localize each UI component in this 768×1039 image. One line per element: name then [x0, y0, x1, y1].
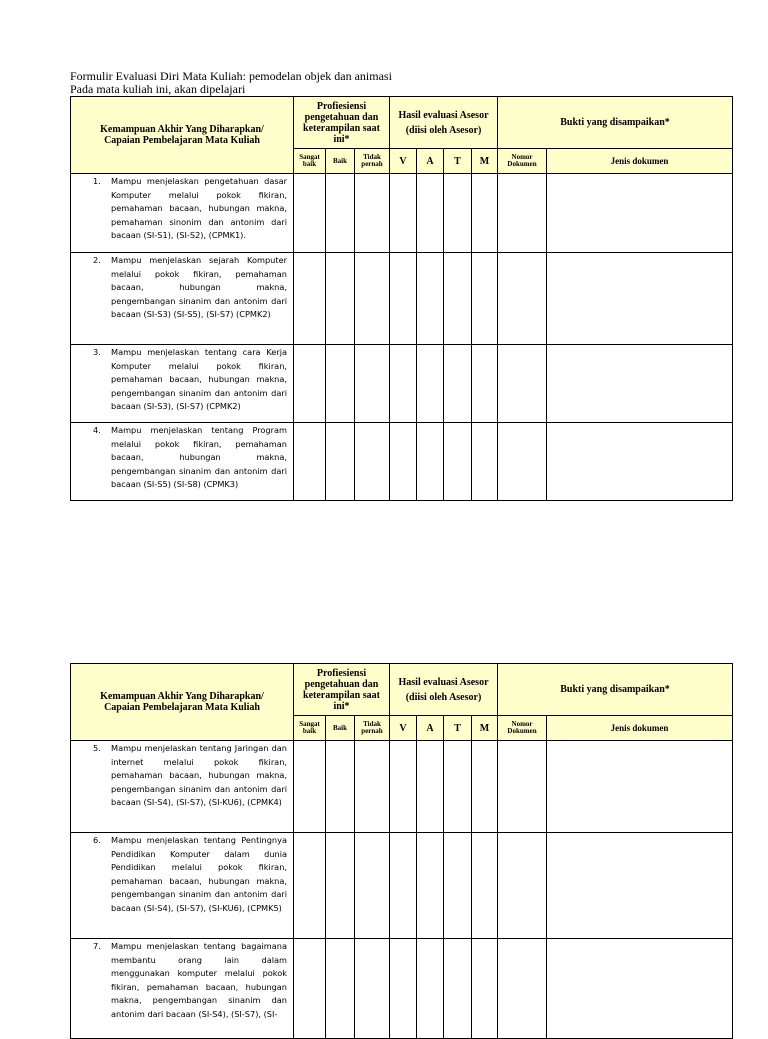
- cell-v[interactable]: [390, 345, 417, 423]
- cell-nomor-dokumen[interactable]: [498, 833, 547, 939]
- check-tidak-pernah[interactable]: [355, 253, 390, 345]
- cell-jenis-dokumen[interactable]: [547, 174, 733, 253]
- check-tidak-pernah[interactable]: [355, 423, 390, 501]
- cell-v[interactable]: [390, 174, 417, 253]
- header-profisiensi: Profiesiensi pengetahuan dan keterampilan saat ini*: [294, 97, 390, 149]
- check-tidak-pernah[interactable]: [355, 833, 390, 939]
- cell-t[interactable]: [444, 423, 472, 501]
- header-a: A: [417, 716, 444, 741]
- header-tidak-pernah: Tidak pernah: [355, 149, 390, 174]
- cell-nomor-dokumen[interactable]: [498, 345, 547, 423]
- cell-a[interactable]: [417, 345, 444, 423]
- header-kemampuan: Kemampuan Akhir Yang Diharapkan/ Capaian Pembelajaran Mata Kuliah: [71, 97, 294, 174]
- item-text: 4. Mampu menjelaskan tentang Program melalui pokok fikiran, pemahaman bacaan, hubungan makna, pengembangan sinanim dan antonim dari bacaan (SI-S5) (SI-S8) (CPMK3): [71, 423, 294, 501]
- cell-m[interactable]: [472, 345, 498, 423]
- cell-a[interactable]: [417, 833, 444, 939]
- item-text: 2. Mampu menjelaskan sejarah Komputer melalui pokok fikiran, pemahaman bacaan, hubungan makna, pengembangan sinanim dan antonim dari bacaan (SI-S3) (SI-S5), (SI-S7) (CPMK2): [71, 253, 294, 345]
- header-v: V: [390, 716, 417, 741]
- header-t: T: [444, 149, 472, 174]
- form-title: Formulir Evaluasi Diri Mata Kuliah: pemodelan objek dan animasi: [70, 69, 392, 83]
- cell-m[interactable]: [472, 174, 498, 253]
- check-baik[interactable]: [326, 833, 355, 939]
- item-text: 7. Mampu menjelaskan tentang bagaimana membantu orang lain dalam menggunakan komputer melalui pokok fikiran, pemahaman bacaan, hubungan makna, pengembangan sinanim dan antonim dari bacaan (SI-S4), (SI-S7), (SI-: [71, 939, 294, 1039]
- cell-m[interactable]: [472, 833, 498, 939]
- cell-a[interactable]: [417, 253, 444, 345]
- header-nomor-dokumen: Nomor Dokumen: [498, 716, 547, 741]
- cell-nomor-dokumen[interactable]: [498, 741, 547, 833]
- header-tidak-pernah: Tidak pernah: [355, 716, 390, 741]
- check-baik[interactable]: [326, 345, 355, 423]
- header-m: M: [472, 149, 498, 174]
- cell-a[interactable]: [417, 174, 444, 253]
- cell-t[interactable]: [444, 741, 472, 833]
- header-profisiensi: Profiesiensi pengetahuan dan keterampilan saat ini*: [294, 664, 390, 716]
- check-sangat-baik[interactable]: [294, 174, 326, 253]
- cell-t[interactable]: [444, 253, 472, 345]
- table-row: [71, 174, 733, 253]
- check-tidak-pernah[interactable]: [355, 174, 390, 253]
- header-kemampuan: Kemampuan Akhir Yang Diharapkan/ Capaian Pembelajaran Mata Kuliah: [71, 664, 294, 741]
- check-sangat-baik[interactable]: [294, 423, 326, 501]
- header-nomor-dokumen: Nomor Dokumen: [498, 149, 547, 174]
- header-t: T: [444, 716, 472, 741]
- cell-m[interactable]: [472, 423, 498, 501]
- header-jenis-dokumen: Jenis dokumen: [547, 716, 733, 741]
- cell-t[interactable]: [444, 345, 472, 423]
- check-baik[interactable]: [326, 423, 355, 501]
- cell-jenis-dokumen[interactable]: [547, 345, 733, 423]
- check-tidak-pernah[interactable]: [355, 345, 390, 423]
- item-text: 1. Mampu menjelaskan pengetahuan dasar Komputer melalui pokok fikiran, pemahaman bacaan, hubungan makna, pemahaman sinonim dan antonim dari bacaan (SI-S1), (SI-S2), (CPMK1).: [71, 174, 294, 253]
- cell-jenis-dokumen[interactable]: [547, 741, 733, 833]
- header-m: M: [472, 716, 498, 741]
- check-sangat-baik[interactable]: [294, 345, 326, 423]
- check-sangat-baik[interactable]: [294, 741, 326, 833]
- evaluation-table-2: [70, 663, 733, 1039]
- cell-a[interactable]: [417, 741, 444, 833]
- table-row: [71, 833, 733, 939]
- table-row: [71, 423, 733, 501]
- header-baik: Baik: [326, 716, 355, 741]
- cell-jenis-dokumen[interactable]: [547, 833, 733, 939]
- cell-v[interactable]: [390, 253, 417, 345]
- check-sangat-baik[interactable]: [294, 833, 326, 939]
- table-row: [71, 741, 733, 833]
- header-bukti: Bukti yang disampaikan*: [498, 664, 733, 716]
- cell-v[interactable]: [390, 741, 417, 833]
- header-sangat-baik: Sangat baik: [294, 149, 326, 174]
- cell-jenis-dokumen[interactable]: [547, 253, 733, 345]
- cell-t[interactable]: [444, 174, 472, 253]
- header-bukti: Bukti yang disampaikan*: [498, 97, 733, 149]
- cell-nomor-dokumen[interactable]: [498, 423, 547, 501]
- table-row: [71, 345, 733, 423]
- check-baik[interactable]: [326, 174, 355, 253]
- check-sangat-baik[interactable]: [294, 253, 326, 345]
- header-hasil-evaluasi: Hasil evaluasi Asesor (diisi oleh Asesor): [390, 664, 498, 716]
- table-row: [71, 253, 733, 345]
- header-sangat-baik: Sangat baik: [294, 716, 326, 741]
- check-baik[interactable]: [326, 253, 355, 345]
- check-baik[interactable]: [326, 741, 355, 833]
- cell-m[interactable]: [472, 741, 498, 833]
- header-jenis-dokumen: Jenis dokumen: [547, 149, 733, 174]
- cell-nomor-dokumen[interactable]: [498, 253, 547, 345]
- item-text: 5. Mampu menjelaskan tentang Jaringan dan internet melalui pokok fikiran, pemahaman bacaan, hubungan makna, pengembangan sinanim dan antonim dari bacaan (SI-S4), (SI-S7), (SI-KU6), (CPMK4): [71, 741, 294, 833]
- cell-m[interactable]: [472, 253, 498, 345]
- cell-v[interactable]: [390, 423, 417, 501]
- header-hasil-evaluasi: Hasil evaluasi Asesor (diisi oleh Asesor): [390, 97, 498, 149]
- cell-nomor-dokumen[interactable]: [498, 174, 547, 253]
- cell-jenis-dokumen[interactable]: [547, 423, 733, 501]
- header-a: A: [417, 149, 444, 174]
- header-baik: Baik: [326, 149, 355, 174]
- check-tidak-pernah[interactable]: [355, 741, 390, 833]
- cell-a[interactable]: [417, 423, 444, 501]
- cell-t[interactable]: [444, 833, 472, 939]
- item-text: 3. Mampu menjelaskan tentang cara Kerja Komputer melalui pokok fikiran, pemahaman bacaan, hubungan makna, pengembangan sinanim dan antonim dari bacaan (SI-S3), (SI-S7) (CPMK2): [71, 345, 294, 423]
- cell-v[interactable]: [390, 833, 417, 939]
- form-subtitle: Pada mata kuliah ini, akan dipelajari: [70, 82, 246, 96]
- evaluation-table-1: [70, 96, 733, 501]
- item-text: 6. Mampu menjelaskan tentang Pentingnya Pendidikan Komputer dalam dunia Pendidikan melalui pokok fikiran, pemahaman bacaan, hubungan makna, pengembangan sinanim dan antonim dari bacaan (SI-S4), (SI-S7), (SI-KU6), (CPMK5): [71, 833, 294, 939]
- header-v: V: [390, 149, 417, 174]
